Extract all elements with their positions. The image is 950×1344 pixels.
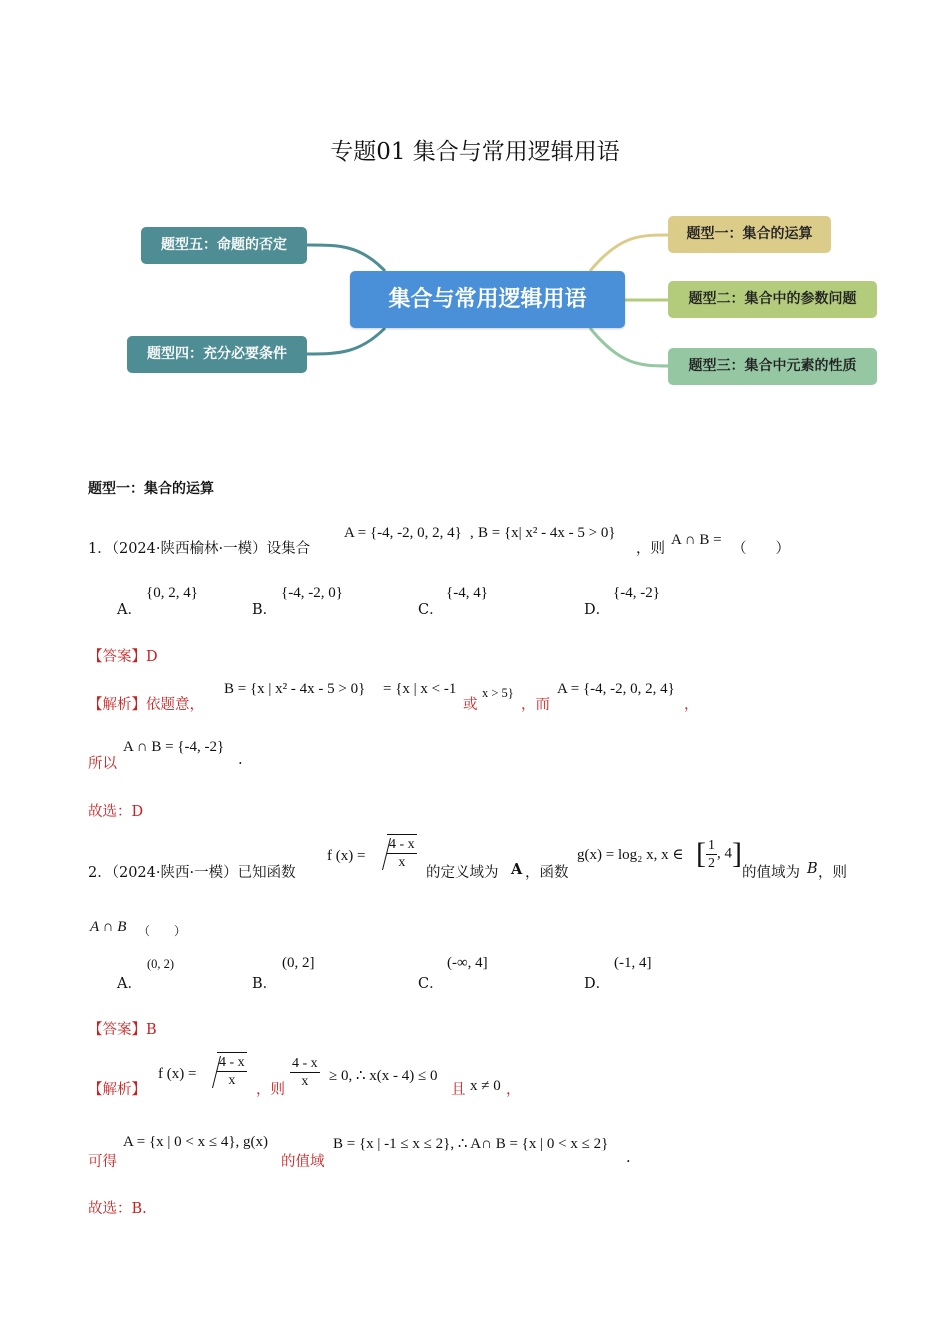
q1-option-a: {0, 2, 4} [146,585,198,601]
q2-pick: 故选：B. [88,1201,147,1217]
q1-analysis-tag: 【解析】依题意， [88,697,204,713]
q1-option-b-label: B． [252,602,278,618]
q1-pick: 故选：D [88,804,144,820]
q2-analysis-frac: $\frac{4 - x}{x}$ [292,1056,318,1089]
q2-get: 可得 [88,1154,117,1170]
q2-answer: 【答案】B [88,1022,157,1038]
q2-analysis-fx: f (x) = [158,1066,197,1082]
mindmap-node-type4: 题型四：充分必要条件 [127,336,307,373]
q1-option-d-label: D． [584,602,611,618]
mindmap-center: 集合与常用逻辑用语 [350,271,625,328]
q2-set-b: B [807,861,818,877]
q2-gx: g(x) = log₂ x, x ∈ [577,847,684,863]
q1-so: 所以 [88,756,117,772]
q2-period: . [626,1150,631,1166]
q2-range-text: 的值域为 [742,865,800,881]
q1-analysis-math2: = {x | x < -1 [383,681,457,697]
q1-option-c: {-4, 4} [446,585,488,601]
q2-stem: 2．（2024·陕西·一模）已知函数 [88,865,296,881]
q2-analysis-end: ， [506,1082,521,1098]
q2-analysis-ineq: ≥ 0, ∴ x(x - 4) ≤ 0 [329,1068,438,1084]
q1-option-b: {-4, -2, 0} [281,585,343,601]
q1-option-a-label: A． [117,602,142,618]
q2-option-c: (-∞, 4] [447,955,488,971]
q1-paren: （ ） [732,541,790,557]
q2-then: ，则 [818,865,847,881]
q2-func-text: ，函数 [525,865,569,881]
q2-option-d: (-1, 4] [614,955,652,971]
q2-sqrt: $\frac{4 - x}{x}$ [375,834,417,871]
q2-fx: f (x) = [327,848,366,864]
q2-domain-text: 的定义域为 [426,865,499,881]
q1-analysis-math1: B = {x | x² - 4x - 5 > 0} [224,681,366,697]
q1-analysis-and: ，而 [521,697,550,713]
section-heading: 题型一：集合的运算 [88,481,214,497]
q1-option-d: {-4, -2} [613,585,660,601]
q2-option-a-label: A． [117,976,142,992]
q1-ask: ，则 [636,541,665,557]
page-title: 专题01 集合与常用逻辑用语 [330,139,620,165]
q2-option-a: (0, 2) [147,957,175,971]
q2-option-b-label: B． [252,976,278,992]
q2-range-of: 的值域 [281,1154,325,1170]
q1-stem: 1．（2024·陕西榆林·一模）设集合 [88,541,311,557]
q2-analysis-tag: 【解析】 [88,1082,146,1098]
q2-analysis-neq: x ≠ 0 [470,1078,501,1094]
mindmap-node-type1: 题型一：集合的运算 [668,216,831,253]
q2-option-d-label: D． [584,976,611,992]
q1-analysis-math3: x > 5} [482,686,514,700]
q2-option-b: (0, 2] [282,955,315,971]
q1-answer: 【答案】D [88,649,158,665]
mindmap-node-type5: 题型五：命题的否定 [141,227,307,264]
q2-analysis-sqrt: $\frac{4 - x}{x}$ [205,1052,247,1089]
q2-analysis-then: ，则 [256,1082,285,1098]
mindmap-node-type2: 题型二：集合中的参数问题 [668,281,877,318]
q2-expression: A ∩ B [90,919,127,935]
q2-interval: [ $\frac{1}{2}$ , 4] [696,837,742,871]
q2-analysis-m2: B = {x | -1 ≤ x ≤ 2}, ∴ A∩ B = {x | 0 < x ≤ 2} [333,1136,609,1152]
q2-paren: （ ） [138,924,187,938]
q1-analysis-end: ， [684,697,699,713]
q1-analysis-math4: A = {-4, -2, 0, 2, 4} [557,681,675,697]
q1-expression: A ∩ B = [671,532,722,548]
q2-set-a: A [511,861,523,878]
q2-analysis-and: 且 [451,1082,466,1098]
q2-option-c-label: C． [418,976,444,992]
q1-analysis-or: 或 [463,697,478,713]
mindmap-node-type3: 题型三：集合中元素的性质 [668,348,877,385]
q1-comma: , [470,525,474,541]
q1-set-b: B = {x| x² - 4x - 5 > 0} [478,525,616,541]
q2-analysis-m1: A = {x | 0 < x ≤ 4}, g(x) [123,1134,269,1150]
q1-option-c-label: C． [418,602,444,618]
q1-conclusion: A ∩ B = {-4, -2} [123,739,225,755]
q1-set-a: A = {-4, -2, 0, 2, 4} [344,525,462,541]
q1-period: . [238,752,243,768]
